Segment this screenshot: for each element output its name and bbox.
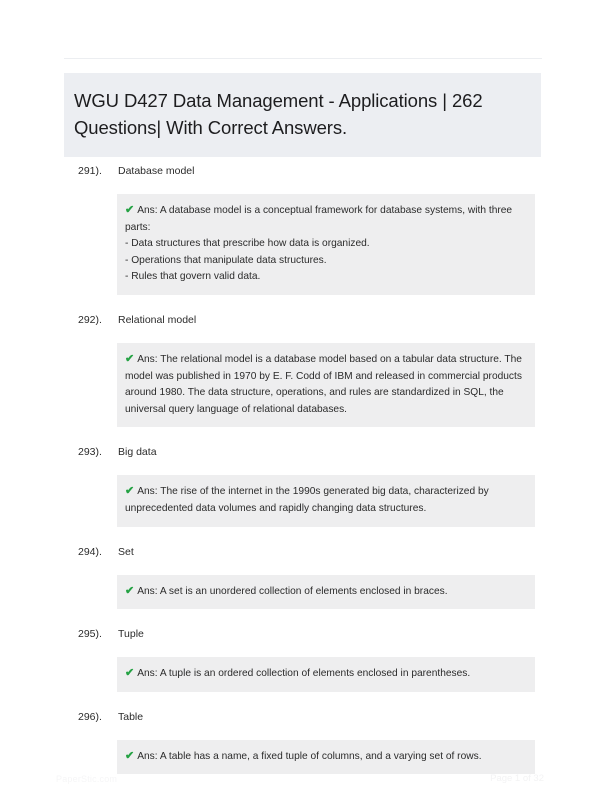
question-number: 296). bbox=[78, 710, 102, 723]
answer-block bbox=[117, 475, 535, 526]
question-row bbox=[0, 706, 606, 731]
answer-block bbox=[117, 657, 535, 692]
check-icon: ✔ bbox=[125, 584, 135, 597]
question-row bbox=[0, 160, 606, 185]
answer-block bbox=[117, 194, 535, 295]
check-icon: ✔ bbox=[125, 485, 135, 498]
question-item bbox=[0, 706, 606, 775]
answer-block bbox=[117, 575, 535, 610]
answer-line bbox=[125, 748, 525, 766]
check-icon: ✔ bbox=[125, 667, 135, 680]
question-label: Set bbox=[118, 545, 134, 558]
answer-line bbox=[125, 583, 525, 601]
page-indicator: Page 1 of 32 bbox=[490, 773, 544, 784]
site-watermark: PaperStic.com bbox=[56, 774, 118, 784]
answer-text: Ans: A database model is a conceptual framework for database systems, with three parts: bbox=[125, 205, 513, 233]
answer-line: - Operations that manipulate data structures. bbox=[125, 254, 327, 266]
check-icon: ✔ bbox=[125, 204, 135, 216]
answer-line bbox=[125, 483, 525, 517]
question-label: Tuple bbox=[118, 628, 144, 641]
question-label: Relational model bbox=[118, 313, 197, 326]
question-number: 291). bbox=[78, 165, 102, 177]
answer-line: - Data structures that prescribe how data is organized. bbox=[125, 238, 370, 250]
question-number: 292). bbox=[78, 313, 102, 326]
question-number: 293). bbox=[78, 446, 102, 459]
question-label: Database model bbox=[118, 165, 195, 177]
question-label: Table bbox=[118, 710, 144, 723]
question-item bbox=[0, 309, 606, 427]
page-footer bbox=[0, 771, 606, 787]
document-title-block bbox=[64, 73, 541, 157]
answer-text: Ans: The relational model is a database model based on a tabular data structure. The model was published in 1970 by E. F. Codd of IBM and released in commercial products around 1980. The data structure, operations, and rules are standardized in SQL, the universal query language of relational databases. bbox=[125, 353, 522, 415]
question-label: Big data bbox=[118, 446, 157, 459]
question-row bbox=[0, 309, 606, 334]
check-icon: ✔ bbox=[125, 352, 135, 365]
question-item bbox=[0, 441, 606, 526]
answer-text: Ans: A set is an unordered collection of elements enclosed in braces. bbox=[137, 585, 448, 597]
question-row bbox=[0, 623, 606, 648]
question-item bbox=[0, 541, 606, 610]
answer-text: Ans: A table has a name, a fixed tuple of columns, and a varying set of rows. bbox=[137, 750, 482, 762]
answer-block bbox=[117, 343, 535, 427]
header-divider bbox=[64, 58, 542, 59]
answer-line: - Rules that govern valid data. bbox=[125, 271, 261, 283]
answer-block bbox=[117, 740, 535, 775]
answer-text: Ans: A tuple is an ordered collection of elements enclosed in parentheses. bbox=[137, 668, 471, 680]
answer-line bbox=[125, 202, 525, 236]
question-row bbox=[0, 441, 606, 466]
question-number: 295). bbox=[78, 628, 102, 641]
answer-text: Ans: The rise of the internet in the 1990s generated big data, characterized by unprecedented data volumes and rapidly changing data structures. bbox=[125, 486, 489, 514]
question-item bbox=[0, 160, 606, 295]
question-list bbox=[0, 160, 606, 788]
check-icon: ✔ bbox=[125, 749, 135, 762]
answer-line bbox=[125, 665, 525, 683]
page-title: WGU D427 Data Management - Applications | 262 Questions| With Correct Answers. bbox=[74, 90, 483, 138]
question-number: 294). bbox=[78, 545, 102, 558]
answer-line bbox=[125, 351, 525, 418]
question-item bbox=[0, 623, 606, 692]
question-row bbox=[0, 541, 606, 566]
